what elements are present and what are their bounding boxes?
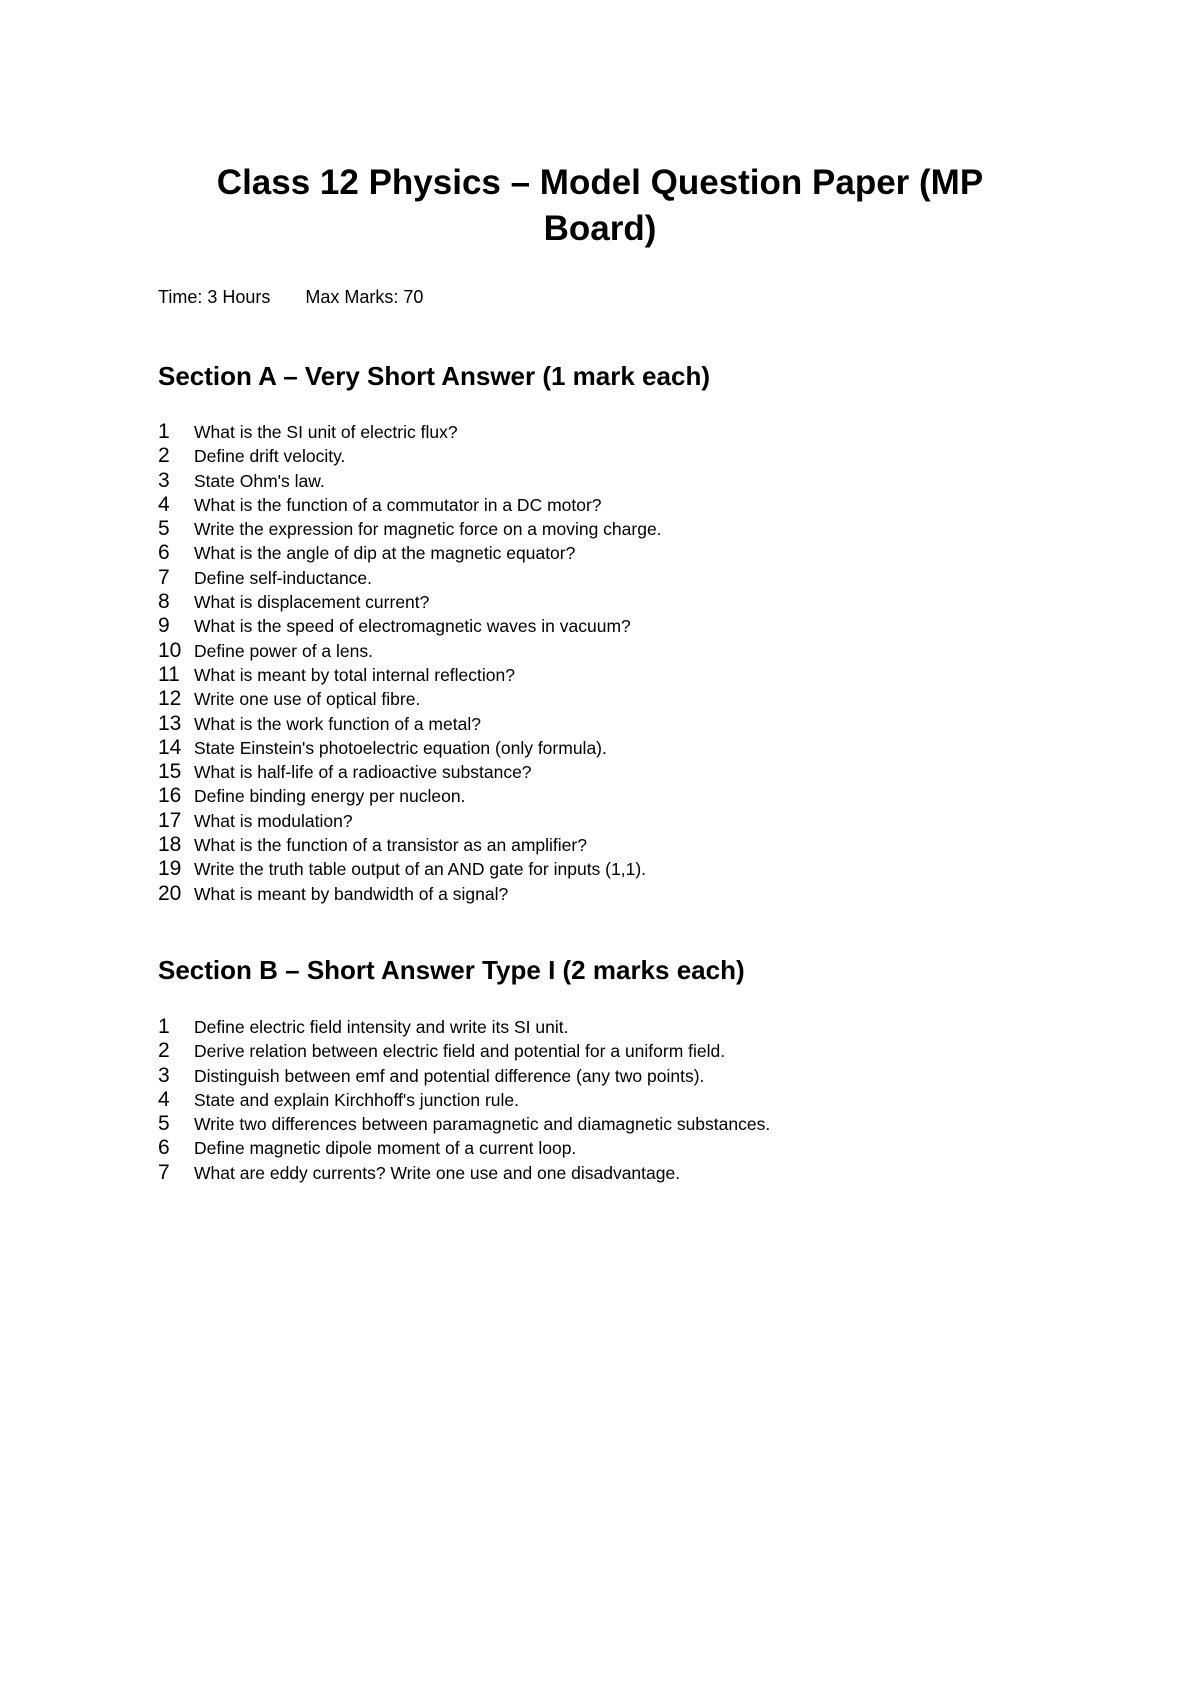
question-number: 18	[158, 833, 182, 857]
question-item	[158, 760, 662, 784]
question-number: 11	[158, 662, 180, 686]
question-text: Write one use of optical fibre.	[194, 689, 421, 710]
question-number: 9	[158, 614, 170, 638]
question-number: 2	[158, 1039, 170, 1063]
question-item	[158, 1015, 770, 1039]
question-text: Write the expression for magnetic force on a moving charge.	[194, 519, 662, 540]
question-number: 19	[158, 857, 182, 881]
question-item	[158, 1136, 770, 1160]
question-item	[158, 687, 662, 711]
question-item	[158, 639, 662, 663]
question-number: 1	[158, 1015, 170, 1038]
question-item	[158, 1161, 770, 1185]
section-a-question-list	[158, 420, 662, 906]
question-text: What is displacement current?	[194, 592, 430, 613]
question-item	[158, 493, 662, 517]
page-title: Class 12 Physics – Model Question Paper (MP Board)	[216, 163, 984, 248]
question-item	[158, 663, 662, 687]
question-text: Define power of a lens.	[194, 640, 373, 661]
question-text: Write two differences between paramagnetic and diamagnetic substances.	[194, 1114, 771, 1135]
question-text: What is modulation?	[194, 810, 353, 831]
question-number: 4	[158, 492, 170, 516]
question-text: What is meant by bandwidth of a signal?	[194, 883, 509, 904]
time-label: Time: 3 Hours	[158, 287, 271, 307]
question-text: What is the function of a transistor as an amplifier?	[194, 835, 587, 856]
question-item	[158, 784, 662, 808]
question-text: State and explain Kirchhoff's junction rule.	[194, 1089, 520, 1110]
question-item	[158, 1112, 770, 1136]
question-number: 7	[158, 565, 170, 589]
question-text: Define drift velocity.	[194, 446, 346, 467]
section-b-question-list	[158, 1015, 770, 1185]
question-item	[158, 517, 662, 541]
question-item	[158, 1088, 770, 1112]
question-item	[158, 420, 662, 444]
question-number: 5	[158, 1112, 170, 1136]
question-number: 1	[158, 420, 170, 443]
question-number: 15	[158, 760, 182, 784]
question-text: Derive relation between electric field and potential for a uniform field.	[194, 1041, 726, 1062]
question-number: 3	[158, 1063, 170, 1087]
question-item	[158, 566, 662, 590]
max-marks-label: Max Marks: 70	[305, 287, 424, 307]
question-item	[158, 1039, 770, 1063]
question-item	[158, 882, 662, 906]
question-text: What is the SI unit of electric flux?	[194, 422, 458, 442]
question-number: 16	[158, 784, 182, 808]
question-number: 7	[158, 1160, 170, 1184]
section-a-heading: Section A – Very Short Answer (1 mark each)	[158, 361, 710, 391]
question-number: 4	[158, 1087, 170, 1111]
question-number: 17	[158, 808, 182, 832]
question-item	[158, 614, 662, 638]
question-number: 6	[158, 1136, 170, 1160]
question-number: 6	[158, 541, 170, 565]
question-item	[158, 736, 662, 760]
question-number: 2	[158, 444, 170, 468]
question-item	[158, 444, 662, 468]
question-number: 14	[158, 735, 182, 759]
question-number: 8	[158, 590, 170, 614]
exam-meta	[158, 286, 423, 308]
question-item	[158, 469, 662, 493]
question-number: 10	[158, 638, 182, 662]
question-text: Distinguish between emf and potential difference (any two points).	[194, 1065, 705, 1086]
question-number: 20	[158, 881, 182, 905]
question-item	[158, 833, 662, 857]
question-text: Define electric field intensity and write its SI unit.	[194, 1017, 569, 1037]
question-number: 5	[158, 517, 170, 541]
question-text: What is half-life of a radioactive substance?	[194, 762, 532, 783]
question-number: 12	[158, 687, 182, 711]
question-item	[158, 590, 662, 614]
question-text: Define self-inductance.	[194, 567, 373, 588]
question-text: What is the function of a commutator in a DC motor?	[194, 494, 602, 515]
question-number: 13	[158, 711, 182, 735]
question-text: Write the truth table output of an AND gate for inputs (1,1).	[194, 859, 647, 880]
question-item	[158, 857, 662, 881]
question-text: Define magnetic dipole moment of a current loop.	[194, 1138, 577, 1159]
question-text: What is the speed of electromagnetic waves in vacuum?	[194, 616, 631, 637]
question-text: What is meant by total internal reflection?	[194, 664, 515, 685]
question-text: State Einstein's photoelectric equation (only formula).	[194, 737, 607, 758]
question-text: Define binding energy per nucleon.	[194, 786, 466, 807]
question-text: What is the angle of dip at the magnetic equator?	[194, 543, 576, 564]
section-b-heading: Section B – Short Answer Type I (2 marks each)	[158, 955, 745, 985]
question-text: What are eddy currents? Write one use and one disadvantage.	[194, 1162, 681, 1183]
question-item	[158, 541, 662, 565]
question-text: State Ohm's law.	[194, 470, 325, 491]
question-item	[158, 712, 662, 736]
question-item	[158, 1064, 770, 1088]
question-number: 3	[158, 468, 170, 492]
question-item	[158, 809, 662, 833]
question-text: What is the work function of a metal?	[194, 713, 481, 734]
